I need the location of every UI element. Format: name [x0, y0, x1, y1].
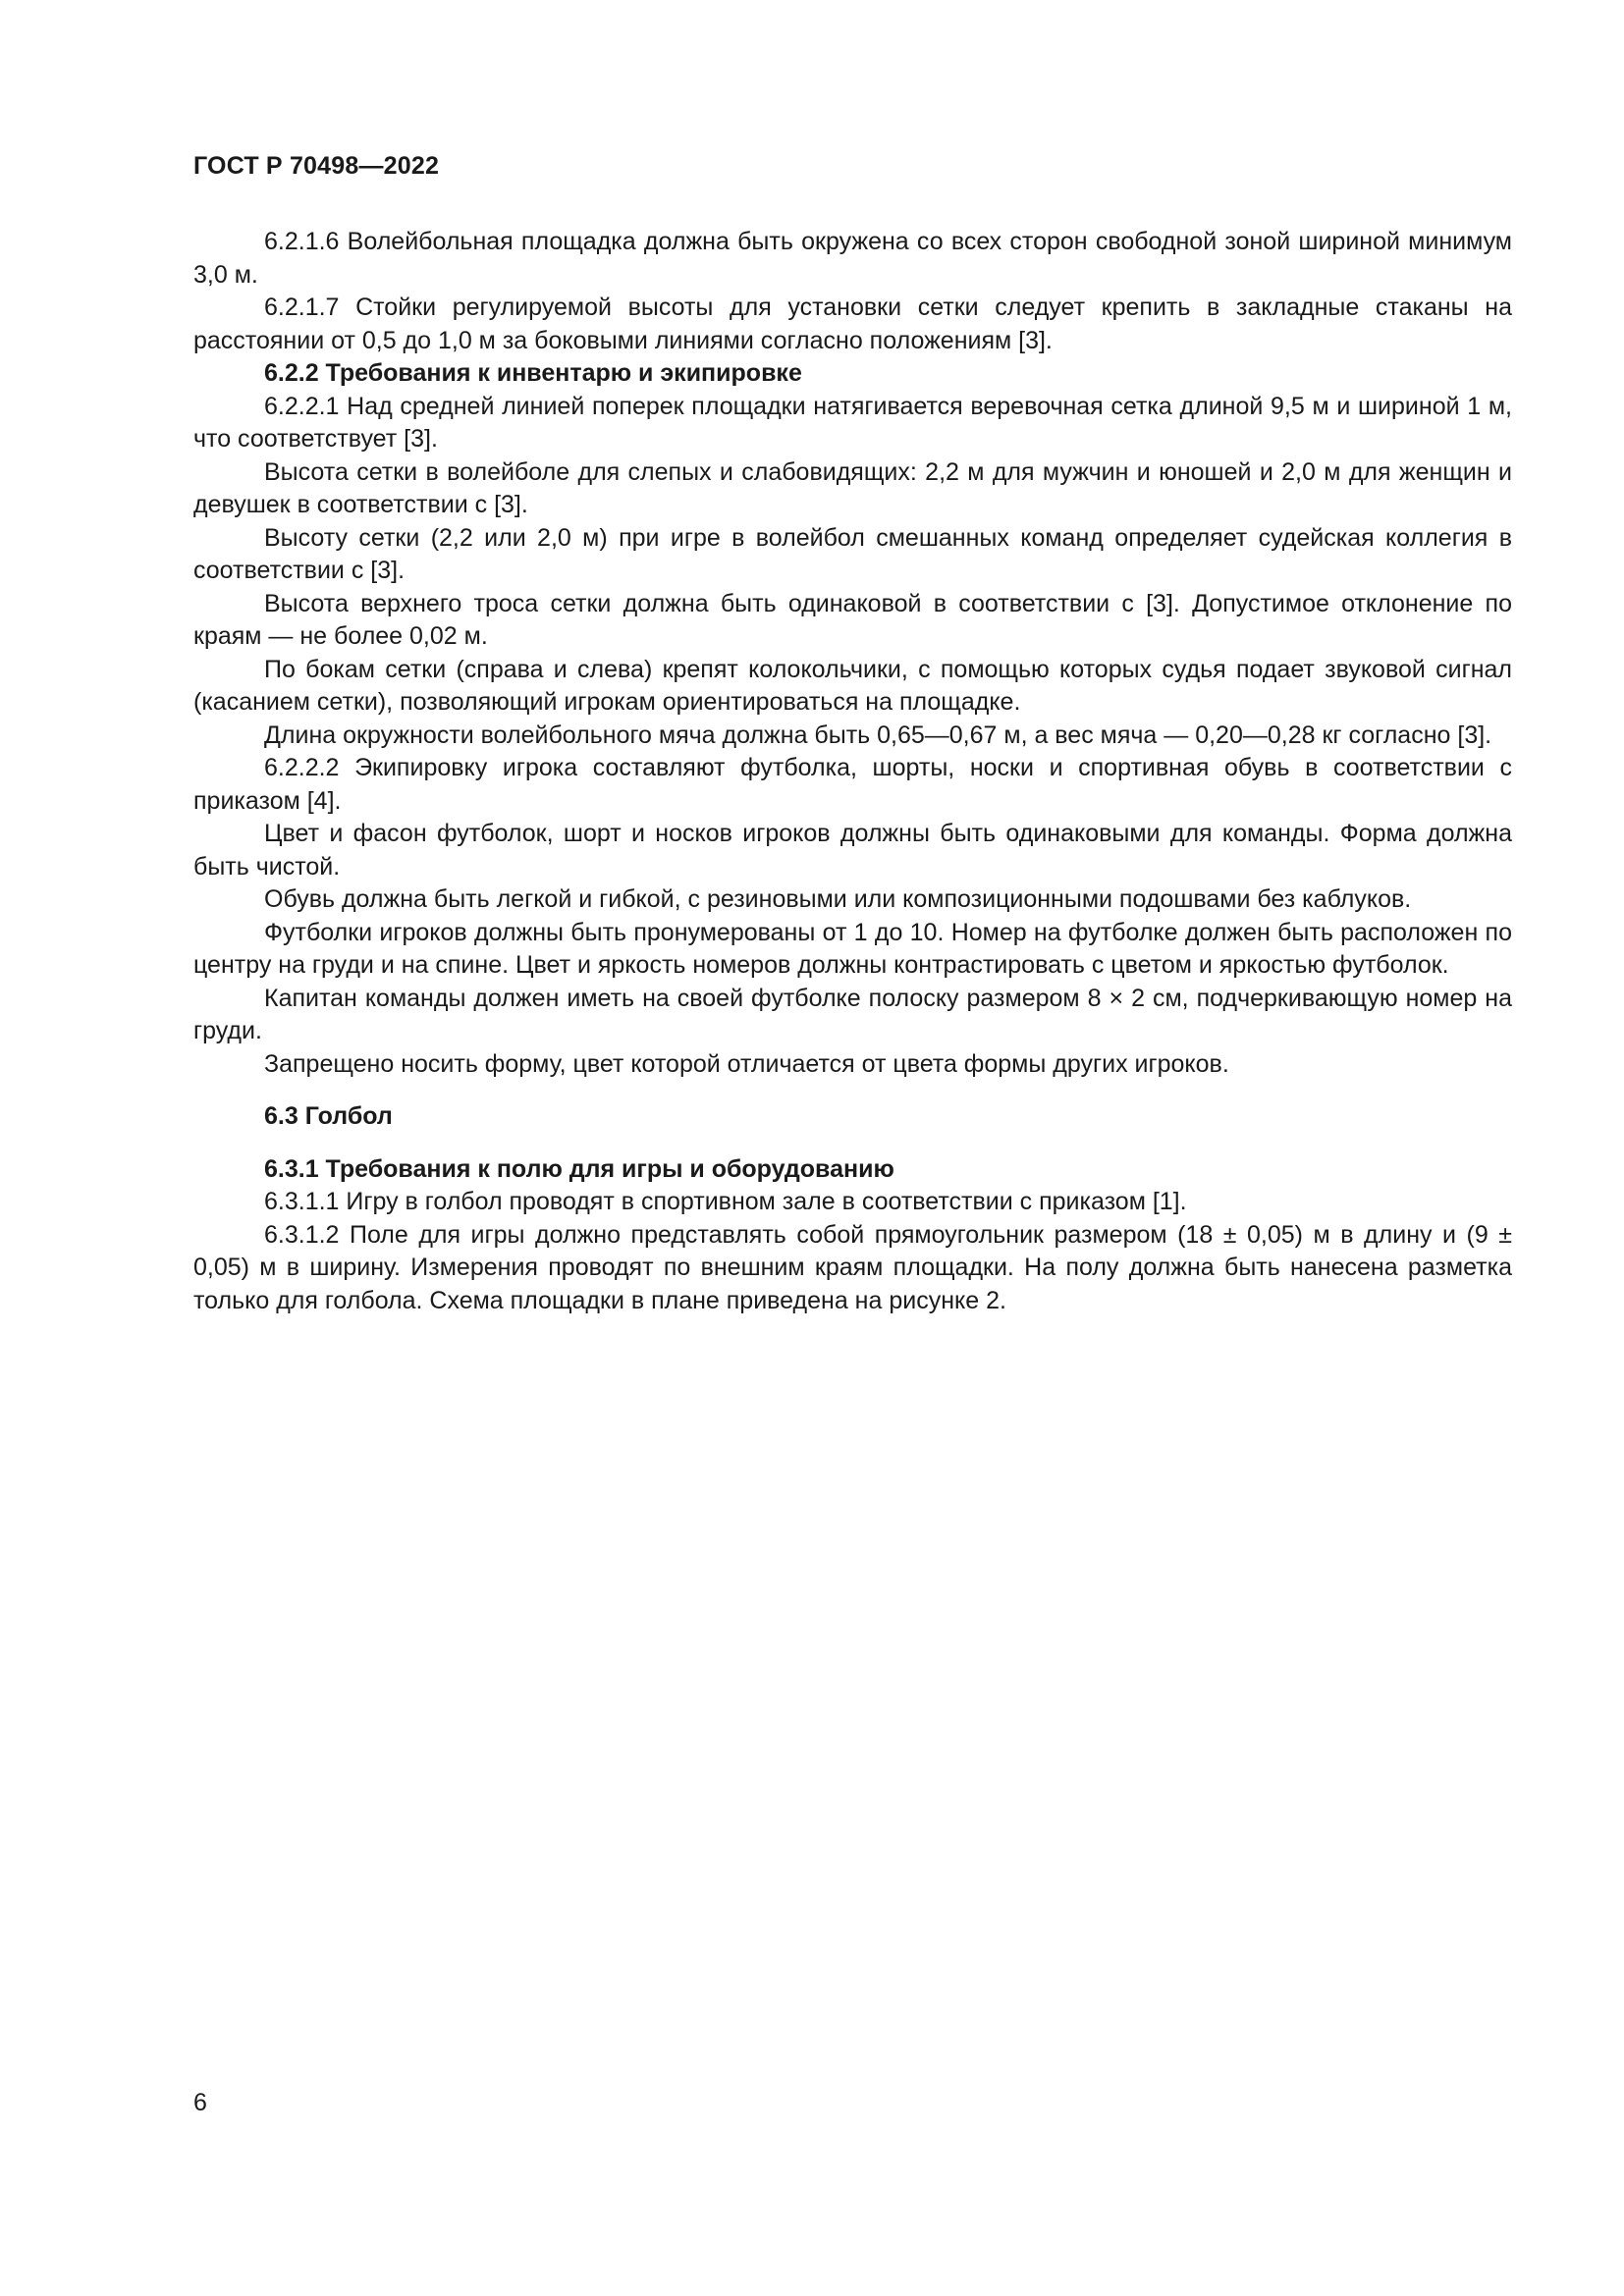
paragraph-uniform-restriction: Запрещено носить форму, цвет которой отличается от цвета формы других игроков.	[264, 1049, 1229, 1078]
paragraph-shoes: Обувь должна быть легкой и гибкой, с резиновыми или композиционными подошвами без каблуков.	[264, 885, 1412, 913]
paragraph-net-height: Высота сетки в волейболе для слепых и слабовидящих: 2,2 м для мужчин и юношей и 2,0 м для женщин и девушек в соответствии с [3].	[193, 457, 1512, 518]
paragraph-top-cable: Высота верхнего троса сетки должна быть одинаковой в соответствии с [3]. Допустимое отклонение по краям — не более 0,02 м.	[193, 589, 1512, 650]
heading-6-3-1: 6.3.1 Требования к полю для игры и оборудованию	[264, 1154, 894, 1183]
page-content	[193, 226, 1512, 1317]
paragraph-6-3-1-1: 6.3.1.1 Игру в голбол проводят в спортивном зале в соответствии с приказом [1].	[264, 1188, 1187, 1215]
paragraph-6-2-2-1: 6.2.2.1 Над средней линией поперек площадки натягивается веревочная сетка длиной 9,5 м и шириной 1 м, что соответствует [3].	[193, 392, 1512, 453]
paragraph-uniform-color: Цвет и фасон футболок, шорт и носков игроков должны быть одинаковыми для команды. Форма должна быть чистой.	[193, 820, 1512, 881]
paragraph-shirt-numbers: Футболки игроков должны быть пронумерованы от 1 до 10. Номер на футболке должен быть расположен по центру на груди и на спине. Цвет и яркость номеров должны контрастировать с цветом и яркостью футболок.	[193, 918, 1512, 979]
paragraph-captain: Капитан команды должен иметь на своей футболке полоску размером 8 × 2 см, подчеркивающую номер на груди.	[193, 984, 1512, 1044]
paragraph-ball: Длина окружности волейбольного мяча должна быть 0,65—0,67 м, а вес мяча — 0,20—0,28 кг согласно [3].	[264, 721, 1492, 749]
paragraph-mixed-net-height: Высоту сетки (2,2 или 2,0 м) при игре в волейбол смешанных команд определяет судейская коллегия в соответствии с [3].	[193, 523, 1512, 584]
paragraph-bells: По бокам сетки (справа и слева) крепят колокольчики, с помощью которых судья подает звуковой сигнал (касанием сетки), позволяющий игрокам ориентироваться на площадке.	[193, 655, 1512, 716]
paragraph-6-2-1-7: 6.2.1.7 Стойки регулируемой высоты для установки сетки следует крепить в закладные стаканы на расстоянии от 0,5 до 1,0 м за боковыми линиями согласно положениям [3].	[193, 294, 1512, 354]
paragraph-6-2-2-2: 6.2.2.2 Экипировку игрока составляют футболка, шорты, носки и спортивная обувь в соответствии с приказом [4].	[193, 754, 1512, 815]
page-number: 6	[193, 2089, 207, 2116]
heading-6-2-2: 6.2.2 Требования к инвентарю и экипировке	[264, 359, 802, 387]
heading-6-3: 6.3 Голбол	[264, 1102, 393, 1130]
document-header: ГОСТ Р 70498—2022	[193, 152, 440, 180]
paragraph-6-2-1-6: 6.2.1.6 Волейбольная площадка должна быть окружена со всех сторон свободной зоной шириной минимум 3,0 м.	[193, 228, 1512, 289]
paragraph-6-3-1-2: 6.3.1.2 Поле для игры должно представлять собой прямоугольник размером (18 ± 0,05) м в длину и (9 ± 0,05) м в ширину. Измерения проводят по внешним краям площадки. На полу должна быть нанесена разметка только для голбола. Схема площадки в плане приведена на рисунке 2.	[193, 1220, 1512, 1314]
